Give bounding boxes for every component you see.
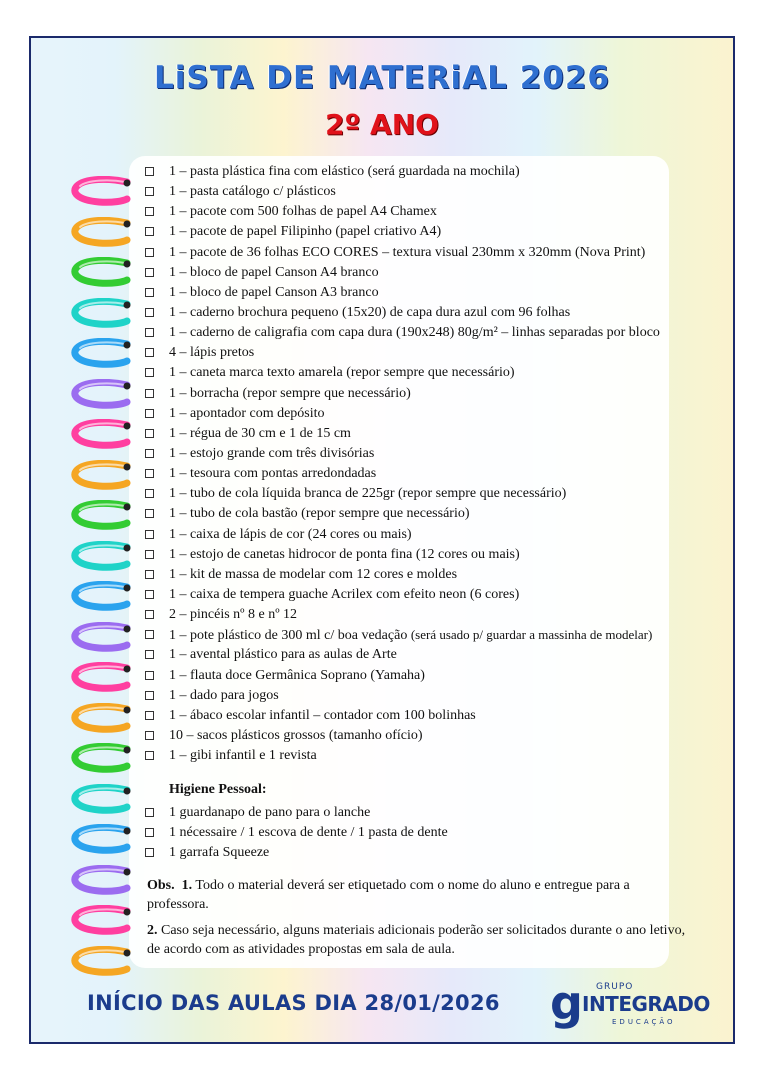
spiral-coil-icon [69,217,131,247]
list-item: 1 – estojo de canetas hidrocor de ponta fina (12 cores ou mais) [145,545,735,565]
spiral-coil-icon [69,176,131,206]
logo-grupo-text: GRUPO [596,982,634,992]
list-item: 1 – apontador com depósito [145,404,735,424]
checkbox-icon [145,308,154,317]
list-item: 1 – avental plástico para as aulas de Arte [145,645,735,665]
list-item: 1 – pasta catálogo c/ plásticos [145,182,735,202]
checkbox-icon [145,328,154,337]
classes-start-banner: INÍCIO DAS AULAS DIA 28/01/2026 [87,991,500,1015]
spiral-binding [69,176,131,936]
obs-number-2: 2. [147,923,158,938]
spiral-coil-icon [69,419,131,449]
list-item: 1 – flauta doce Germânica Soprano (Yamaha) [145,666,735,686]
checkbox-icon [145,570,154,579]
hygiene-title: Higiene Pessoal: [169,782,267,797]
list-item: 1 – pacote com 500 folhas de papel A4 Chamex [145,202,735,222]
list-item: 1 – caderno brochura pequeno (15x20) de capa dura azul com 96 folhas [145,303,735,323]
list-item: 1 guardanapo de pano para o lanche [145,803,705,823]
list-item: 1 – caixa de lápis de cor (24 cores ou mais) [145,525,735,545]
obs-text-1: Todo o material deverá ser etiquetado com o nome do aluno e entregue para a professora. [147,878,630,912]
logo-name-text: INTEGRADO [582,992,710,1016]
spiral-coil-icon [69,581,131,611]
list-item: 4 – lápis pretos [145,343,735,363]
obs-label: Obs. [147,878,175,893]
list-item: 1 – dado para jogos [145,686,735,706]
checkbox-icon [145,711,154,720]
checkbox-icon [145,368,154,377]
list-item: 1 garrafa Squeeze [145,843,705,863]
checkbox-icon [145,731,154,740]
observation-1 [147,876,687,914]
list-item: 1 – bloco de papel Canson A3 branco [145,283,735,303]
spiral-coil-icon [69,257,131,287]
spiral-coil-icon [69,784,131,814]
spiral-coil-icon [69,946,131,976]
spiral-coil-icon [69,622,131,652]
spiral-coil-icon [69,541,131,571]
list-item: 1 – caneta marca texto amarela (repor sempre que necessário) [145,363,735,383]
list-item: 1 – caixa de tempera guache Acrilex com efeito neon (6 cores) [145,585,735,605]
list-item: 1 – tesoura com pontas arredondadas [145,464,735,484]
grupo-integrado-logo [546,978,721,1036]
checkbox-icon [145,808,154,817]
page-title: LiSTA DE MATERiAL 2026 [154,60,610,96]
spiral-coil-icon [69,824,131,854]
checkbox-icon [145,167,154,176]
list-item: 1 – pote plástico de 300 ml c/ boa vedação (será usado p/ guardar a massinha de modelar) [145,625,735,645]
checkbox-icon [145,828,154,837]
list-item: 2 – pincéis nº 8 e nº 12 [145,605,735,625]
checkbox-icon [145,550,154,559]
list-item: 1 – kit de massa de modelar com 12 cores e moldes [145,565,735,585]
checkbox-icon [145,509,154,518]
list-item: 1 nécessaire / 1 escova de dente / 1 pasta de dente [145,823,705,843]
list-item: 1 – caderno de caligrafia com capa dura (190x248) 80g/m² – linhas separadas por bloco [145,323,735,343]
list-item: 1 – tubo de cola líquida branca de 225gr (repor sempre que necessário) [145,484,735,504]
list-item: 1 – régua de 30 cm e 1 de 15 cm [145,424,735,444]
list-item: 1 – ábaco escolar infantil – contador com 100 bolinhas [145,706,735,726]
checkbox-icon [145,409,154,418]
spiral-coil-icon [69,338,131,368]
checkbox-icon [145,227,154,236]
list-item: 1 – pacote de papel Filipinho (papel criativo A4) [145,222,735,242]
checkbox-icon [145,389,154,398]
list-item: 1 – tubo de cola bastão (repor sempre que necessário) [145,504,735,524]
checkbox-icon [145,268,154,277]
list-item: 1 – estojo grande com três divisórias [145,444,735,464]
checkbox-icon [145,751,154,760]
list-item: 1 – pasta plástica fina com elástico (será guardada na mochila) [145,162,735,182]
obs-number-1: 1. [181,878,193,893]
spiral-coil-icon [69,460,131,490]
list-item: 10 – sacos plásticos grossos (tamanho ofício) [145,726,735,746]
checkbox-icon [145,530,154,539]
materials-list [145,162,735,766]
checkbox-icon [145,691,154,700]
checkbox-icon [145,429,154,438]
spiral-coil-icon [69,905,131,935]
checkbox-icon [145,288,154,297]
logo-mark-icon: g [550,976,583,1030]
checkbox-icon [145,590,154,599]
hygiene-list [145,803,705,863]
spiral-coil-icon [69,500,131,530]
list-item: 1 – gibi infantil e 1 revista [145,746,735,766]
checkbox-icon [145,610,154,619]
spiral-coil-icon [69,298,131,328]
checkbox-icon [145,671,154,680]
checkbox-icon [145,848,154,857]
grade-title: 2º ANO [325,108,439,141]
checkbox-icon [145,248,154,257]
list-item: 1 – pacote de 36 folhas ECO CORES – textura visual 230mm x 320mm (Nova Print) [145,243,735,263]
observation-2 [147,921,692,959]
checkbox-icon [145,469,154,478]
pote-note: (será usado p/ guardar a massinha de modelar) [410,627,653,643]
spiral-coil-icon [69,662,131,692]
checkbox-icon [145,489,154,498]
checkbox-icon [145,348,154,357]
spiral-coil-icon [69,865,131,895]
page-frame [29,36,735,1044]
spiral-coil-icon [69,703,131,733]
checkbox-icon [145,449,154,458]
spiral-coil-icon [69,743,131,773]
checkbox-icon [145,630,154,639]
spiral-coil-icon [69,379,131,409]
checkbox-icon [145,207,154,216]
list-item: 1 – bloco de papel Canson A4 branco [145,263,735,283]
checkbox-icon [145,187,154,196]
obs-text-2: Caso seja necessário, alguns materiais adicionais poderão ser solicitados durante o ano letivo, de acordo com as atividades propostas em sala de aula. [147,923,686,957]
list-item: 1 – borracha (repor sempre que necessário) [145,384,735,404]
checkbox-icon [145,650,154,659]
logo-sub-text: EDUCAÇÃO [612,1018,676,1026]
